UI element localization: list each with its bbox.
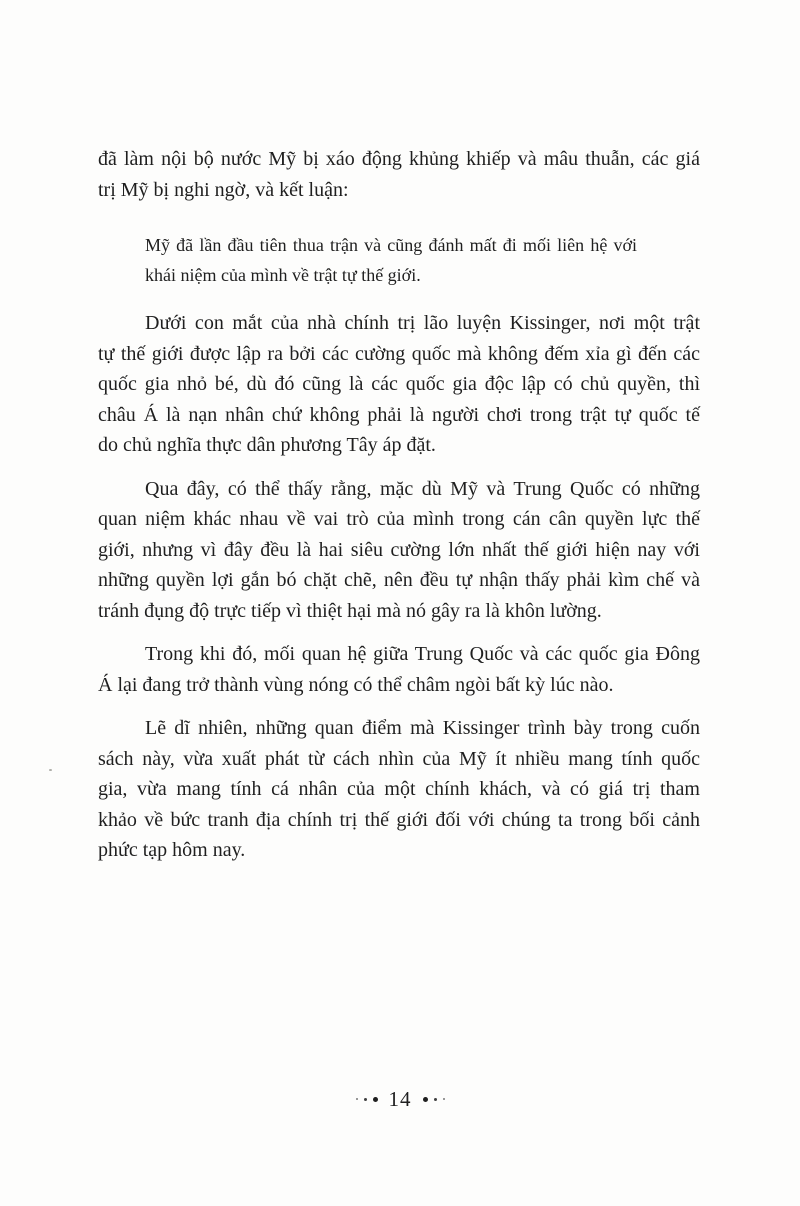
text-line: đã làm nội bộ nước Mỹ bị xáo động khủng khiếp và mâu thuẫn, các giá [98,148,700,170]
text-line: những quyền lợi gắn bó chặt chẽ, nên đều tự nhận thấy phải kìm chế và [98,569,700,591]
text-line: Dưới con mắt của nhà chính trị lão luyện Kissinger, nơi một trật [145,312,700,334]
dot-icon [423,1097,428,1102]
dot-icon [434,1098,437,1101]
text-line: Lẽ dĩ nhiên, những quan điểm mà Kissinger trình bày trong cuốn [145,717,700,739]
scan-speck [49,769,52,771]
text-line: châu Á là nạn nhân chứ không phải là người chơi trong trật tự quốc tế [98,403,700,426]
text-line: do chủ nghĩa thực dân phương Tây áp đặt. [98,434,436,456]
text-line: sách này, vừa xuất phát từ cách nhìn của Mỹ ít nhiều mang tính quốc [98,747,700,770]
paragraph [98,308,700,461]
dot-icon [373,1097,378,1102]
text-line: phức tạp hôm nay. [98,839,246,861]
page-number: 14 [388,1087,412,1111]
text-line: trị Mỹ bị nghi ngờ, và kết luận: [98,178,349,201]
text-block [98,144,700,879]
page-footer [0,1084,800,1114]
text-line: tự thế giới được lập ra bởi các cường quốc mà không đếm xỉa gì đến các [98,342,700,365]
text-line: tránh đụng độ trực tiếp vì thiệt hại mà nó gây ra là khôn lường. [98,599,602,622]
dot-icon [443,1098,445,1100]
text-line: quốc gia nhỏ bé, dù đó cũng là các quốc gia độc lập có chủ quyền, thì [98,373,700,395]
paragraph [98,144,700,205]
paragraph [98,474,700,627]
text-line: khái niệm của mình về trật tự thế giới. [145,265,421,285]
block-quote [145,230,637,290]
paragraph [98,713,700,866]
text-line: Á lại đang trở thành vùng nóng có thể châm ngòi bất kỳ lúc nào. [98,673,614,696]
text-line: khảo về bức tranh địa chính trị thế giới đối với chúng ta trong bối cảnh [98,808,700,831]
footer-ornament-left [356,1097,378,1102]
text-line: quan niệm khác nhau về vai trò của mình trong cán cân quyền lực thế [98,508,700,530]
text-line: giới, nhưng vì đây đều là hai siêu cường lớn nhất thế giới hiện nay với [98,538,700,561]
paragraph [98,639,700,700]
dot-icon [364,1098,367,1101]
text-line: Mỹ đã lần đầu tiên thua trận và cũng đánh mất đi mối liên hệ với [145,235,637,255]
text-line: Trong khi đó, mối quan hệ giữa Trung Quốc và các quốc gia Đông [145,643,700,665]
text-line: gia, vừa mang tính cá nhân của một chính khách, và có giá trị tham [98,778,700,800]
footer-ornament-right [423,1097,445,1102]
text-line: Qua đây, có thể thấy rằng, mặc dù Mỹ và Trung Quốc có những [145,477,700,500]
dot-icon [356,1098,358,1100]
